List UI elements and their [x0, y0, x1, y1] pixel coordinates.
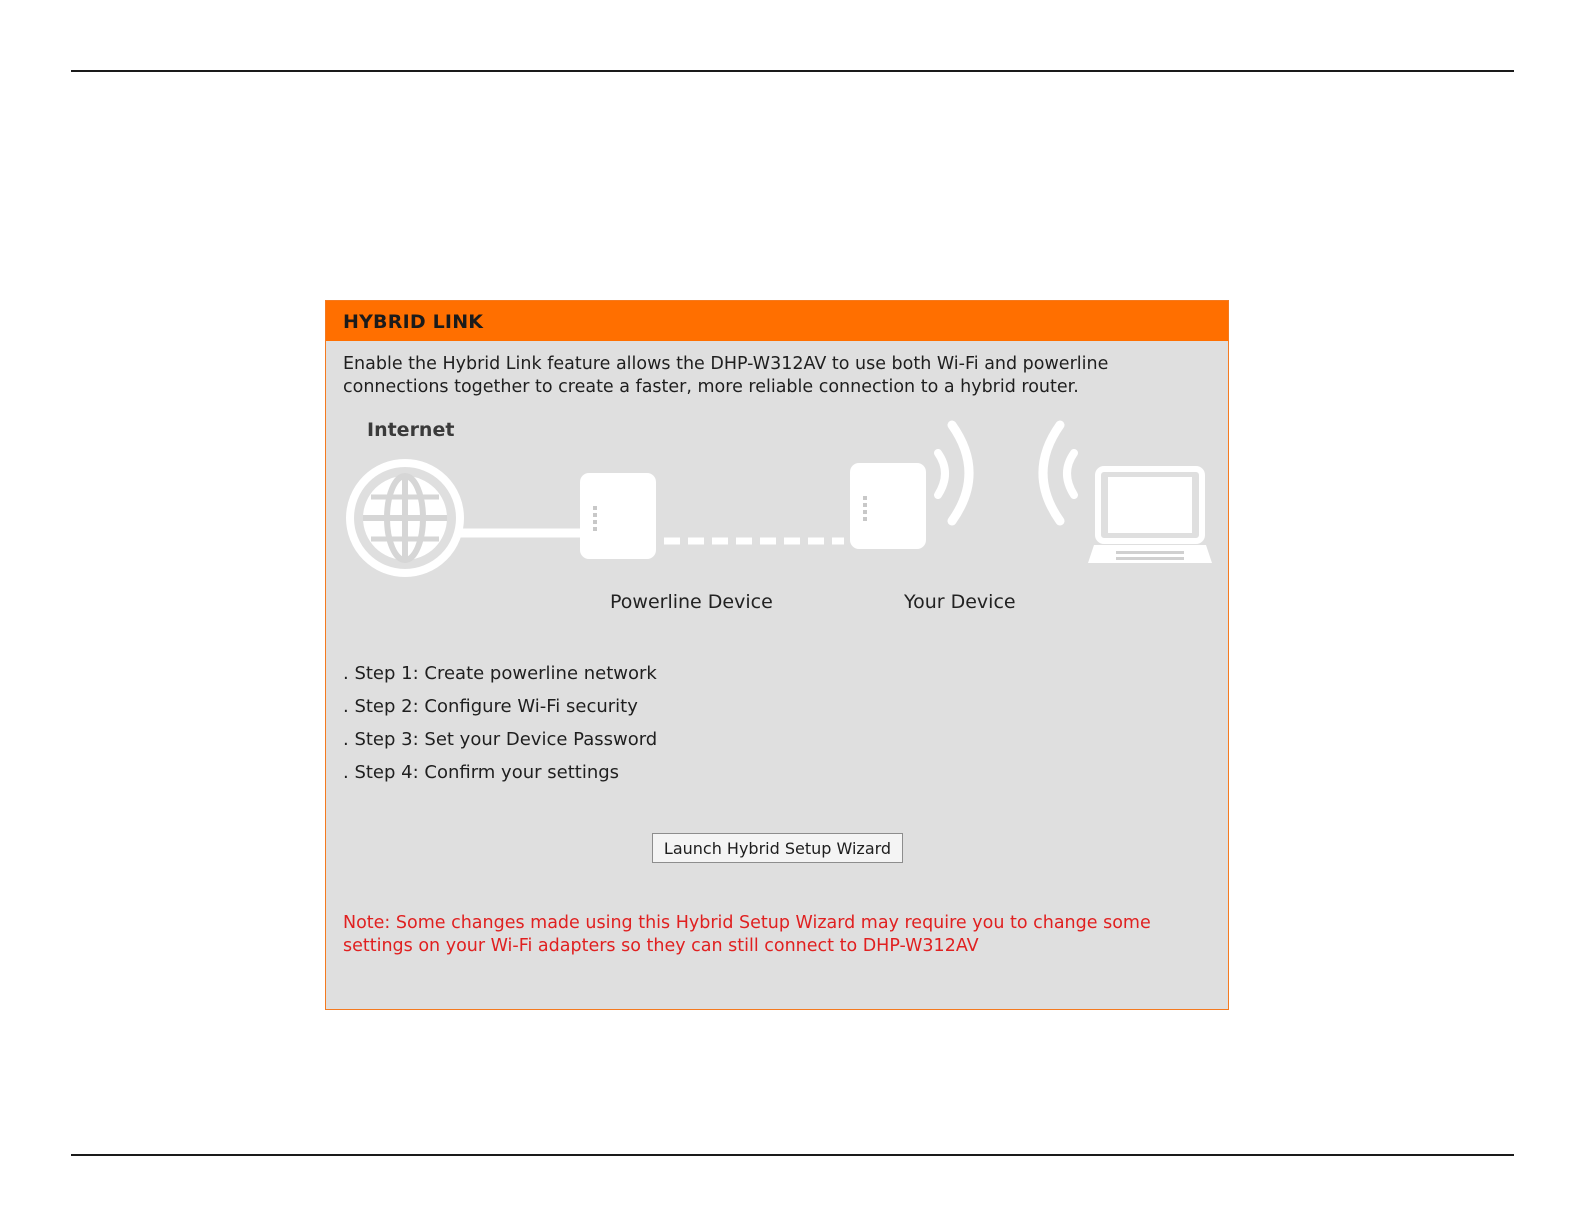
note-line-1: Note: Some changes made using this Hybrid Setup Wizard may require you to change some: [343, 913, 1151, 933]
wireless-adapter-icon: [850, 463, 926, 549]
note-text: [343, 912, 1203, 958]
diagram-graphic: [326, 411, 1230, 631]
internet-label: Internet: [367, 419, 455, 441]
step-4: . Step 4: Confirm your settings: [343, 762, 620, 783]
panel-title: HYBRID LINK: [326, 301, 1228, 341]
launch-hybrid-setup-wizard-button[interactable]: Launch Hybrid Setup Wizard: [652, 833, 903, 863]
laptop-icon: [1088, 469, 1212, 563]
note-line-2: settings on your Wi-Fi adapters so they can still connect to DHP-W312AV: [343, 936, 979, 956]
wifi-signal-icon: [938, 425, 969, 521]
intro-line-1: Enable the Hybrid Link feature allows the DHP-W312AV to use both Wi-Fi and powerline: [343, 354, 1109, 374]
top-rule: [71, 70, 1514, 72]
intro-text: [343, 353, 1203, 399]
your-device-label: Your Device: [904, 591, 1016, 613]
hybrid-link-panel: [325, 300, 1229, 1010]
steps-list: [343, 661, 657, 793]
step-2: . Step 2: Configure Wi-Fi security: [343, 696, 638, 717]
bottom-rule: [71, 1154, 1514, 1156]
step-1: . Step 1: Create powerline network: [343, 663, 657, 684]
laptop-wifi-signal-icon: [1043, 425, 1074, 521]
hybrid-diagram: [326, 411, 1230, 631]
globe-icon: [350, 463, 460, 573]
step-3: . Step 3: Set your Device Password: [343, 729, 658, 750]
powerline-adapter-icon: [580, 473, 656, 559]
intro-line-2: connections together to create a faster, more reliable connection to a hybrid router.: [343, 377, 1079, 397]
powerline-device-label: Powerline Device: [610, 591, 773, 613]
